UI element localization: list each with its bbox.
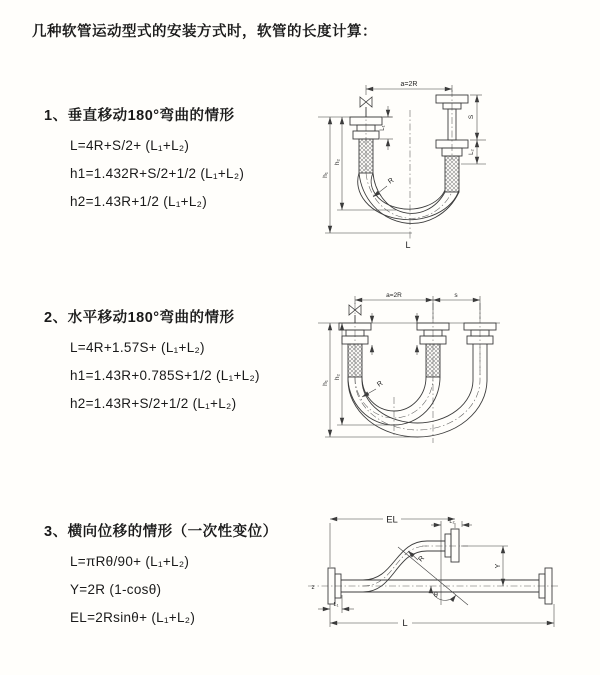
hose-u-bends bbox=[358, 173, 459, 223]
dim-span-label: a=2R bbox=[400, 81, 418, 88]
braided-hose-section bbox=[426, 344, 440, 377]
formula-length: L=4R+1.57S+ (L₁+L₂) bbox=[70, 340, 205, 355]
dim-fitting-right-label: L₂ bbox=[469, 149, 475, 155]
section-2-heading: 2、水平移动180°弯曲的情形 bbox=[44, 310, 235, 326]
formula-h2: h2=1.43R+1/2 (L₁+L₂) bbox=[70, 194, 208, 209]
dim-stroke-label: S bbox=[468, 114, 475, 120]
valve-icon bbox=[360, 97, 372, 107]
diagram-horizontal-180-bend bbox=[310, 285, 595, 450]
braided-hose-section bbox=[445, 156, 459, 192]
hose-s-curve bbox=[363, 541, 427, 592]
formula-offset: Y=2R (1-cosθ) bbox=[70, 582, 162, 597]
formula-h1: h1=1.432R+S/2+1/2 (L₁+L₂) bbox=[70, 166, 245, 181]
dim-fitting-top-label: L₂ bbox=[449, 519, 455, 525]
angle-label: θ bbox=[434, 592, 438, 599]
upper-right-flange bbox=[422, 529, 468, 562]
formula-h2: h2=1.43R+S/2+1/2 (L₁+L₂) bbox=[70, 396, 237, 411]
diagram-vertical-180-bend bbox=[300, 70, 590, 265]
dim-h2-label: h₂ bbox=[334, 373, 341, 381]
centerline-mark: z bbox=[311, 585, 315, 591]
section-1 bbox=[44, 104, 324, 209]
page-title: 几种软管运动型式的安装方式时，软管的长度计算： bbox=[32, 24, 377, 40]
diagram-lateral-displacement bbox=[300, 505, 600, 640]
section-3-heading: 3、横向位移的情形（一次性变位） bbox=[44, 524, 278, 540]
dim-fitting-left-label: L₁ bbox=[333, 602, 339, 608]
formula-h1: h1=1.43R+0.785S+1/2 (L₁+L₂) bbox=[70, 368, 260, 383]
radius-label: R bbox=[376, 380, 385, 389]
left-fitting bbox=[350, 117, 382, 173]
dim-h1-label: h₁ bbox=[322, 380, 329, 386]
dim-span-label: a=2R bbox=[386, 292, 402, 299]
dim-el-label: EL bbox=[386, 514, 398, 526]
dim-shift-label: s bbox=[454, 292, 458, 299]
radius-label: R bbox=[417, 554, 426, 564]
dim-y-label: Y bbox=[495, 563, 502, 569]
dim-h2-label: h₂ bbox=[334, 158, 341, 166]
length-label: L bbox=[405, 240, 411, 250]
dim-h1-label: h₁ bbox=[322, 172, 329, 178]
dim-l-label: L bbox=[402, 618, 408, 629]
formula-length: L=πRθ/90+ (L₁+L₂) bbox=[70, 554, 190, 569]
braided-hose-section bbox=[348, 344, 362, 377]
section-2 bbox=[44, 306, 324, 411]
formula-el: EL=2Rsinθ+ (L₁+L₂) bbox=[70, 610, 196, 625]
tangent-line bbox=[398, 547, 468, 605]
dim-fitting-left-label: L₁ bbox=[380, 125, 386, 131]
radius-label: R bbox=[387, 177, 396, 186]
formula-length: L=4R+S/2+ (L₁+L₂) bbox=[70, 138, 190, 153]
hose-u-bends bbox=[348, 344, 487, 437]
section-1-heading: 1、垂直移动180°弯曲的情形 bbox=[44, 108, 235, 124]
section-3 bbox=[44, 520, 324, 625]
braided-hose-section bbox=[359, 139, 373, 173]
